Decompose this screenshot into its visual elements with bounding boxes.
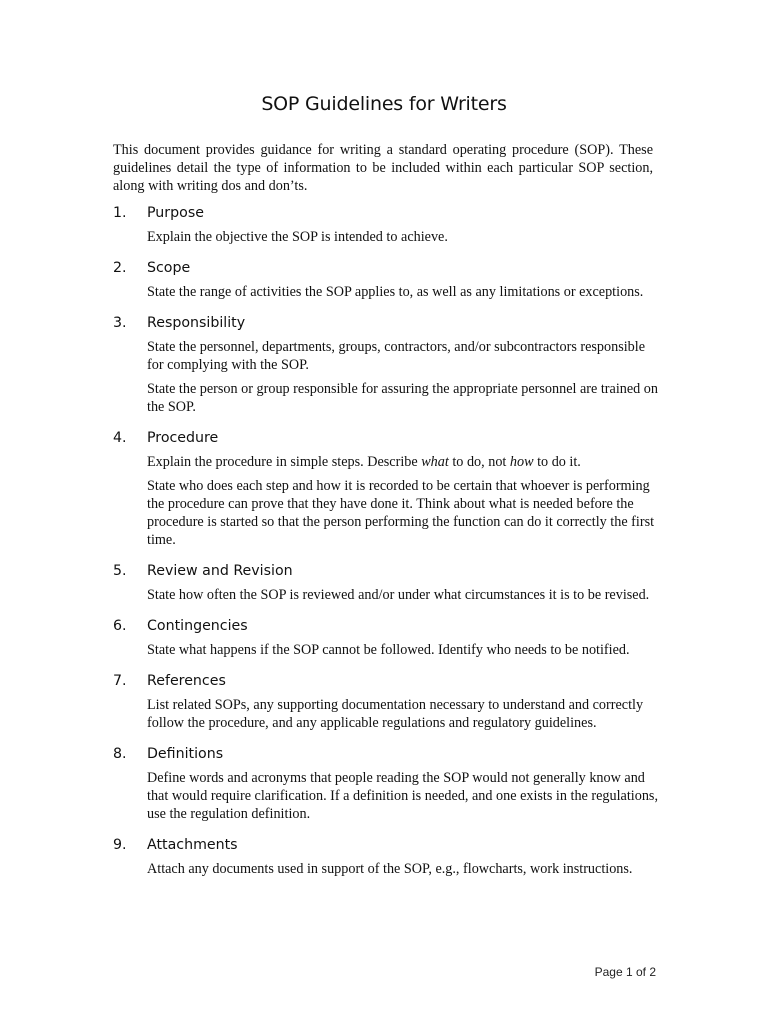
section-title: Attachments	[147, 837, 238, 853]
section-body	[147, 228, 673, 246]
section-number: 8.	[113, 746, 127, 762]
section-list	[113, 203, 673, 890]
section-title: Contingencies	[147, 618, 248, 634]
section-number: 9.	[113, 837, 127, 853]
paragraph-text: State what happens if the SOP cannot be followed. Identify who needs to be notified.	[147, 642, 630, 658]
paragraph-text: State the range of activities the SOP applies to, as well as any limitations or exceptions.	[147, 284, 644, 300]
paragraph-text: Attach any documents used in support of the SOP, e.g., flowcharts, work instructions.	[147, 861, 633, 877]
emphasis-text: how	[509, 454, 534, 470]
section-body	[147, 860, 673, 878]
section-heading	[113, 428, 673, 448]
section-heading	[113, 835, 673, 855]
document-title: SOP Guidelines for Writers	[261, 93, 507, 115]
section-paragraph	[147, 586, 659, 604]
section-title: Procedure	[147, 430, 219, 446]
section-item	[113, 835, 673, 878]
section-heading	[113, 671, 673, 691]
section-item	[113, 203, 673, 246]
section-heading	[113, 561, 673, 581]
page-number: Page 1 of 2	[594, 965, 656, 979]
section-item	[113, 671, 673, 732]
section-title: Review and Revision	[147, 563, 293, 579]
paragraph-text: Explain the procedure in simple steps. Describe	[147, 454, 422, 470]
paragraph-text: State how often the SOP is reviewed and/or under what circumstances it is to be revised.	[147, 587, 650, 603]
section-number: 6.	[113, 618, 127, 634]
section-item	[113, 258, 673, 301]
paragraph-text: to do it.	[533, 454, 581, 470]
section-item	[113, 744, 673, 823]
section-body	[147, 586, 673, 604]
section-heading	[113, 313, 673, 333]
section-number: 7.	[113, 673, 127, 689]
section-title: Purpose	[147, 205, 204, 221]
section-body	[147, 338, 673, 416]
emphasis-text: what	[421, 454, 449, 470]
section-body	[147, 696, 673, 732]
section-body	[147, 641, 673, 659]
section-paragraph	[147, 769, 659, 823]
section-title: Responsibility	[147, 315, 246, 331]
section-body	[147, 453, 673, 549]
section-number: 3.	[113, 315, 127, 331]
intro-paragraph: This document provides guidance for writing a standard operating procedure (SOP). These guidelines detail the type of information to be included within each particular SOP section, along with writing dos and don’ts.	[113, 142, 653, 194]
paragraph-text: State the person or group responsible for assuring the appropriate personnel are trained on the SOP.	[147, 381, 658, 415]
section-paragraph	[147, 477, 659, 549]
section-body	[147, 283, 673, 301]
section-body	[147, 769, 673, 823]
section-paragraph	[147, 380, 659, 416]
paragraph-text: State who does each step and how it is recorded to be certain that whoever is performing the procedure can prove that they have done it. Think about what is needed before the procedure is started so that the person performing the function can do it correctly the first time.	[147, 478, 655, 548]
section-paragraph	[147, 641, 659, 659]
section-item	[113, 428, 673, 549]
section-title: Scope	[147, 260, 191, 276]
section-number: 1.	[113, 205, 127, 221]
section-paragraph	[147, 228, 659, 246]
section-item	[113, 313, 673, 416]
section-paragraph	[147, 696, 659, 732]
section-title: Definitions	[147, 746, 224, 762]
section-item	[113, 561, 673, 604]
section-number: 2.	[113, 260, 127, 276]
section-heading	[113, 258, 673, 278]
section-paragraph	[147, 453, 659, 471]
section-number: 4.	[113, 430, 127, 446]
section-heading	[113, 203, 673, 223]
section-paragraph	[147, 338, 659, 374]
section-heading	[113, 616, 673, 636]
section-paragraph	[147, 860, 659, 878]
paragraph-text: Explain the objective the SOP is intended to achieve.	[147, 229, 448, 245]
paragraph-text: State the personnel, departments, groups, contractors, and/or subcontractors responsible for complying with the SOP.	[147, 339, 646, 373]
section-number: 5.	[113, 563, 127, 579]
section-heading	[113, 744, 673, 764]
paragraph-text: Define words and acronyms that people reading the SOP would not generally know and that would require clarification. If a definition is needed, and one exists in the regulations, use the regulation definition.	[147, 770, 658, 822]
paragraph-text: to do, not	[448, 454, 510, 470]
paragraph-text: List related SOPs, any supporting documentation necessary to understand and correctly follow the procedure, and any applicable regulations and regulatory guidelines.	[147, 697, 644, 731]
section-paragraph	[147, 283, 659, 301]
section-item	[113, 616, 673, 659]
section-title: References	[147, 673, 226, 689]
